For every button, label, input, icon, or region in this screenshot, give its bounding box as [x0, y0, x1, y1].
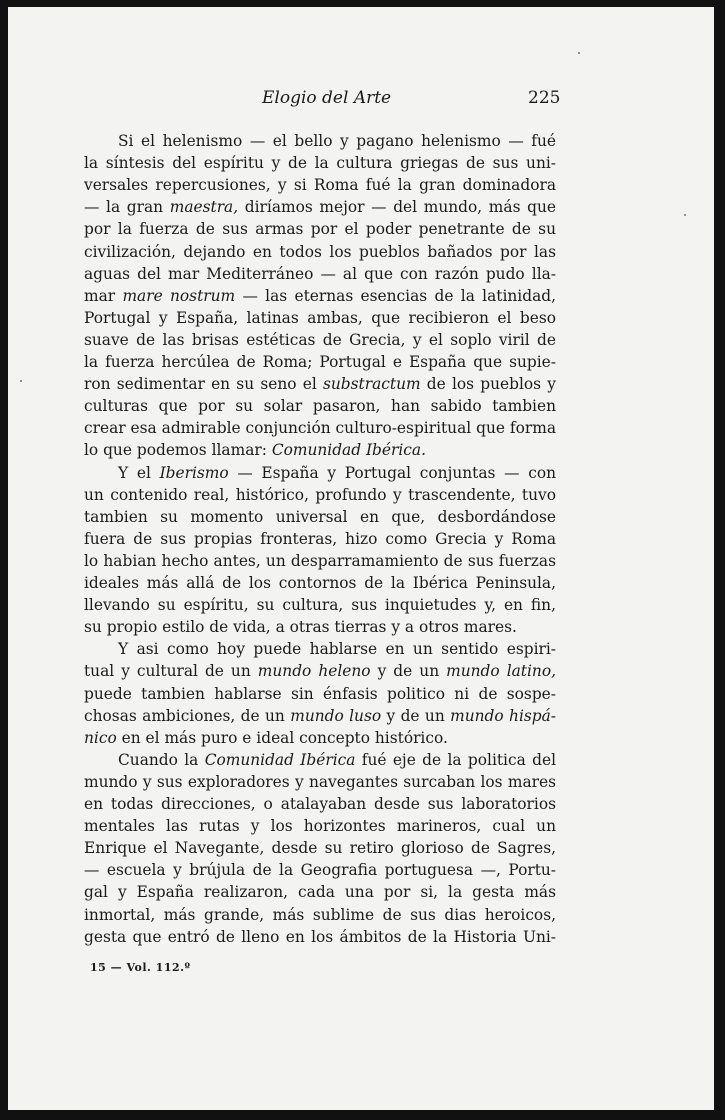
text-line: lo habian hecho antes, un desparramamiento de sus fuerzas	[84, 551, 556, 570]
text-line: chosas ambiciones, de un mundo luso y de un mundo hispá-	[84, 706, 556, 725]
text-line: mundo y sus exploradores y navegantes surcaban los mares	[84, 772, 556, 791]
text-line: un contenido real, histórico, profundo y trascendente, tuvo	[84, 485, 556, 504]
text-line: fuera de sus propias fronteras, hizo como Grecia y Roma	[84, 529, 556, 548]
italic-term: Comunidad Ibérica.	[271, 441, 426, 460]
italic-term: Iberismo	[159, 463, 229, 482]
text-line: culturas que por su solar pasaron, han sabido tambien	[84, 397, 556, 416]
italic-term: Comunidad Ibérica	[204, 750, 356, 769]
italic-term: mundo heleno	[257, 662, 371, 681]
italic-term: maestra,	[169, 198, 239, 217]
text-line: crear esa admirable conjunción culturo-espiritual que forma	[84, 419, 556, 438]
text-line: la fuerza hercúlea de Roma; Portugal e España que supie-	[84, 353, 556, 371]
text-line: puede tambien hablarse sin énfasis politico ni de sospe-	[84, 684, 556, 703]
text-line: mentales las rutas y los horizontes marineros, cual un	[84, 817, 556, 836]
text-line: tual y cultural de un mundo heleno y de un mundo latino,	[84, 662, 556, 681]
text-line: Portugal y España, latinas ambas, que recibieron el beso	[84, 308, 556, 327]
italic-term: mundo latino,	[446, 662, 556, 681]
italic-term: mare nostrum	[122, 286, 236, 305]
text-line: Y asi como hoy puede hablarse en un sentido espiri-	[118, 640, 556, 659]
text-line: Si el helenismo — el bello y pagano helenismo — fué	[118, 132, 556, 150]
text-line: la síntesis del espíritu y de la cultura griegas de sus uni-	[84, 154, 556, 173]
italic-term: mundo hispá-	[450, 706, 556, 725]
scan-border-right	[714, 0, 725, 1120]
text-line: inmortal, más grande, más sublime de sus dias heroicos,	[84, 905, 556, 924]
running-title: Elogio del Arte	[262, 88, 392, 108]
text-line: mar mare nostrum — las eternas esencias de la latinidad,	[84, 286, 556, 305]
text-line: por la fuerza de sus armas por el poder penetrante de su	[84, 220, 556, 239]
text-line: — la gran maestra, diríamos mejor — del mundo, más que	[84, 198, 556, 217]
text-line: llevando su espíritu, su cultura, sus inquietudes y, en fin,	[84, 596, 556, 615]
text-line: ideales más allá de los contornos de la Ibérica Peninsula,	[84, 574, 556, 592]
text-line: ron sedimentar en su seno el substractum de los pueblos y	[84, 375, 556, 394]
text-line: gesta que entró de lleno en los ámbitos de la Historia Uni-	[84, 927, 556, 946]
text-line: Cuando la Comunidad Ibérica fué eje de la politica del	[118, 750, 556, 769]
body-text	[84, 130, 556, 948]
italic-term: mundo luso	[290, 706, 382, 725]
scan-speck	[20, 380, 22, 382]
italic-term: nico	[84, 728, 117, 747]
scan-speck	[684, 214, 686, 216]
italic-term: substractum	[322, 375, 421, 394]
scan-speck	[578, 52, 580, 54]
text-line: Y el Iberismo — España y Portugal conjuntas — con	[118, 463, 556, 482]
text-line: su propio estilo de vida, a otras tierras y a otros mares.	[84, 618, 517, 637]
scan-border-bottom	[0, 1110, 725, 1120]
scan-border-top	[0, 0, 725, 7]
text-line: gal y España realizaron, cada una por si, la gesta más	[84, 883, 556, 902]
text-line: tambien su momento universal en que, desbordándose	[84, 507, 556, 526]
text-line: aguas del mar Mediterráneo — al que con razón pudo lla-	[84, 264, 556, 283]
text-line: — escuela y brújula de la Geografia portuguesa —, Portu-	[84, 861, 556, 880]
text-line: civilización, dejando en todos los pueblos bañados por las	[84, 242, 556, 261]
text-line: en todas direcciones, o atalayaban desde sus laboratorios	[84, 795, 556, 813]
printer-signature: 15 — Vol. 112.º	[90, 961, 191, 974]
text-line: versales repercusiones, y si Roma fué la gran dominadora	[84, 176, 556, 195]
text-line: Enrique el Navegante, desde su retiro glorioso de Sagres,	[84, 839, 556, 858]
text-line: nico en el más puro e ideal concepto histórico.	[84, 728, 448, 747]
page-number: 225	[528, 88, 561, 108]
text-line: suave de las brisas estéticas de Grecia, y el soplo viril de	[84, 330, 556, 349]
text-line: lo que podemos llamar: Comunidad Ibérica.	[84, 441, 426, 460]
scan-border-left	[0, 0, 8, 1120]
